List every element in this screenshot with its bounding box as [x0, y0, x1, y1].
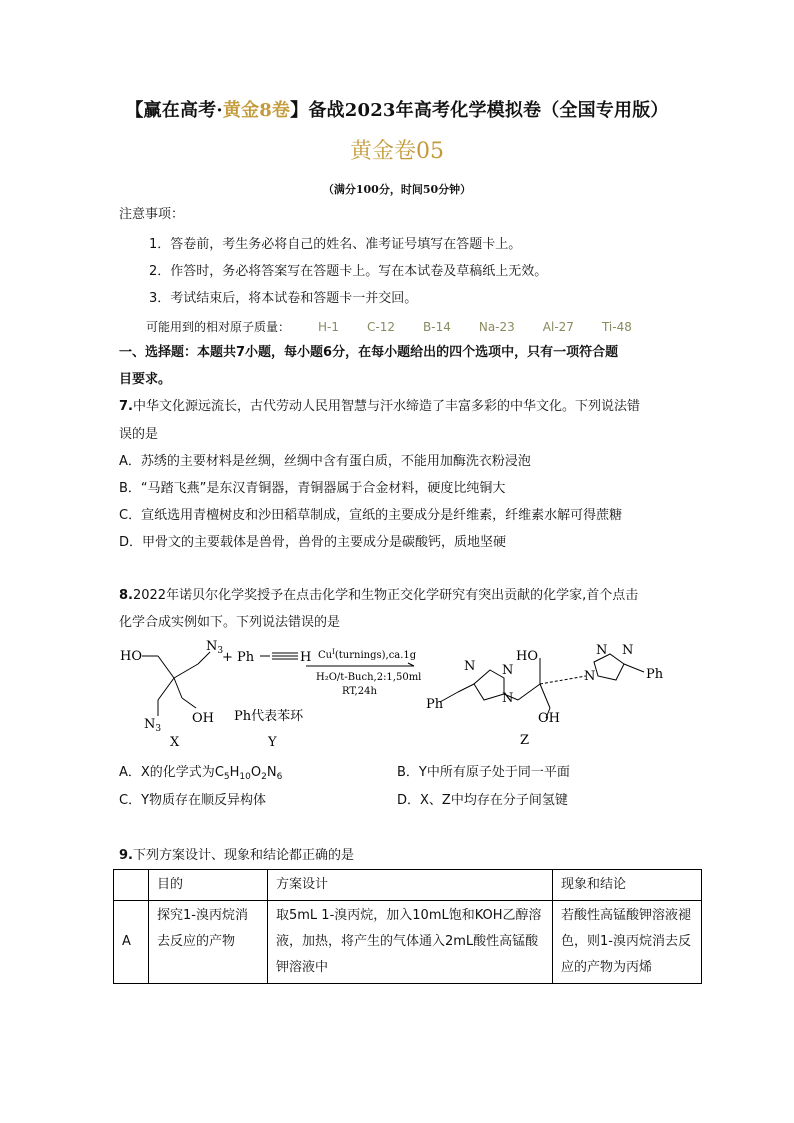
title-suffix: 】备战2023年高考化学模拟卷（全国专用版）	[290, 100, 669, 121]
row-label: A	[114, 901, 149, 984]
q8-number: 8.	[119, 588, 133, 603]
formula: $C_5H_{10}O_2N_6$	[214, 765, 283, 782]
q8-option-c: C．Y物质存在顺反异构体	[119, 793, 267, 808]
row-design: 取5mL 1-溴丙烷，加入10mL饱和KOH乙醇溶液，加热，将产生的气体通入2mL酸性高锰酸钾溶液中	[268, 901, 553, 984]
q7-option-d: D．甲骨文的主要载体是兽骨，兽骨的主要成分是碳酸钙，质地坚硬	[119, 535, 507, 550]
z-n-1: N	[464, 659, 476, 674]
title-gold: 黄金8卷	[222, 100, 291, 121]
y-plus-ph: + Ph	[222, 650, 255, 665]
q7-option-b: B．“马踏飞燕”是东汉青铜器，青铜器属于合金材料，硬度比纯铜大	[119, 481, 506, 496]
q7-option-c: C．宣纸选用青檀树皮和沙田稻草制成，宣纸的主要成分是纤维素，纤维素水解可得蔗糖	[119, 508, 623, 523]
z-ho: HO	[516, 649, 538, 664]
q9-stem-text: 下列方案设计、现象和结论都正确的是	[132, 848, 354, 863]
z-ph-right: Ph	[646, 667, 664, 682]
mass-c: C-12	[367, 320, 395, 334]
q8-option-d: D．X、Z中均存在分子间氢键	[397, 793, 568, 808]
paper-subtitle: 黄金卷05	[350, 139, 444, 164]
mass-na: Na-23	[478, 320, 515, 334]
row-result: 若酸性高锰酸钾溶液褪色，则1-溴丙烷消去反应的产物为丙烯	[553, 901, 702, 984]
score-line: （满分100分，时间50分钟）	[322, 183, 472, 196]
table-header-cell: 目的	[149, 870, 268, 901]
z-n-3: N	[502, 691, 514, 706]
x-n3-bottom: $N_3$	[144, 717, 162, 734]
label-z: Z	[520, 733, 530, 748]
table-header-cell	[114, 870, 149, 901]
mass-ti: Ti-48	[601, 320, 632, 334]
page-title	[0, 96, 794, 122]
q7-number: 7.	[119, 399, 133, 414]
q8-stem	[119, 587, 679, 605]
x-ho: HO	[120, 649, 142, 664]
note-item-3: 3．考试结束后，将本试卷和答题卡一并交回。	[149, 291, 418, 306]
mass-label: 可能用到的相对原子质量：	[146, 320, 291, 334]
q8-option-a: A．X的化学式为$C_5H_{10}O_2N_6$	[119, 765, 283, 782]
z-n-5: N	[596, 643, 608, 658]
y-ph-note: Ph代表苯环	[234, 709, 304, 724]
table-header-cell: 方案设计	[268, 870, 553, 901]
mass-al: Al-27	[542, 320, 574, 334]
atomic-mass-line	[146, 318, 632, 335]
q8-option-b: B．Y中所有原子处于同一平面	[397, 765, 570, 780]
condition-1: $Cu^I(turnings),ca.1g$	[318, 648, 417, 661]
q9-table	[113, 869, 702, 984]
condition-2: H₂O/t-Buch,2:1,50ml	[316, 672, 422, 683]
q8-stem-line1: 2022年诺贝尔化学奖授予在点击化学和生物正交化学研究有突出贡献的化学家,首个点击	[132, 588, 639, 603]
z-n-6: N	[622, 643, 634, 658]
title-prefix: 【赢在高考·	[125, 100, 223, 121]
q9-number: 9.	[119, 848, 133, 863]
q7-stem-line2: 误的是	[119, 427, 159, 442]
condition-3: RT,24h	[342, 686, 377, 697]
q7-stem-line1: 中华文化源远流长，古代劳动人民用智慧与汗水缔造了丰富多彩的中华文化。下列说法错	[132, 399, 640, 414]
y-h: H	[300, 650, 312, 665]
x-oh: OH	[192, 711, 214, 726]
note-item-2: 2．作答时，务必将答案写在答题卡上。写在本试卷及草稿纸上无效。	[149, 264, 548, 279]
q7-option-a: A．苏绣的主要材料是丝绸，丝绸中含有蛋白质，不能用加酶洗衣粉浸泡	[119, 454, 531, 469]
notes-heading: 注意事项：	[119, 207, 185, 222]
q9-stem	[119, 847, 354, 865]
table-header-cell: 现象和结论	[553, 870, 702, 901]
table-header-row	[114, 870, 702, 901]
reaction-scheme	[110, 636, 690, 754]
q7-stem	[119, 398, 679, 416]
z-n-4: N	[584, 669, 596, 684]
row-purpose: 探究1-溴丙烷消去反应的产物	[149, 901, 268, 984]
mass-h: H-1	[318, 320, 340, 334]
note-item-1: 1．答卷前，考生务必将自己的姓名、准考证号填写在答题卡上。	[149, 237, 522, 252]
z-n-2: N	[502, 663, 514, 678]
x-n3-top: $N_3$	[206, 639, 224, 656]
z-ph-left: Ph	[426, 697, 444, 712]
z-oh: OH	[538, 711, 560, 726]
section-heading-line2: 目要求。	[119, 372, 172, 387]
q8-stem-line2: 化学合成实例如下。下列说法错误的是	[119, 615, 341, 630]
label-x: X	[170, 735, 180, 750]
section-heading-line1: 一、选择题：本题共7小题，每小题6分，在每小题给出的四个选项中，只有一项符合题	[119, 345, 619, 360]
table-row	[114, 901, 702, 984]
label-y: Y	[268, 735, 277, 750]
mass-b: B-14	[423, 320, 451, 334]
